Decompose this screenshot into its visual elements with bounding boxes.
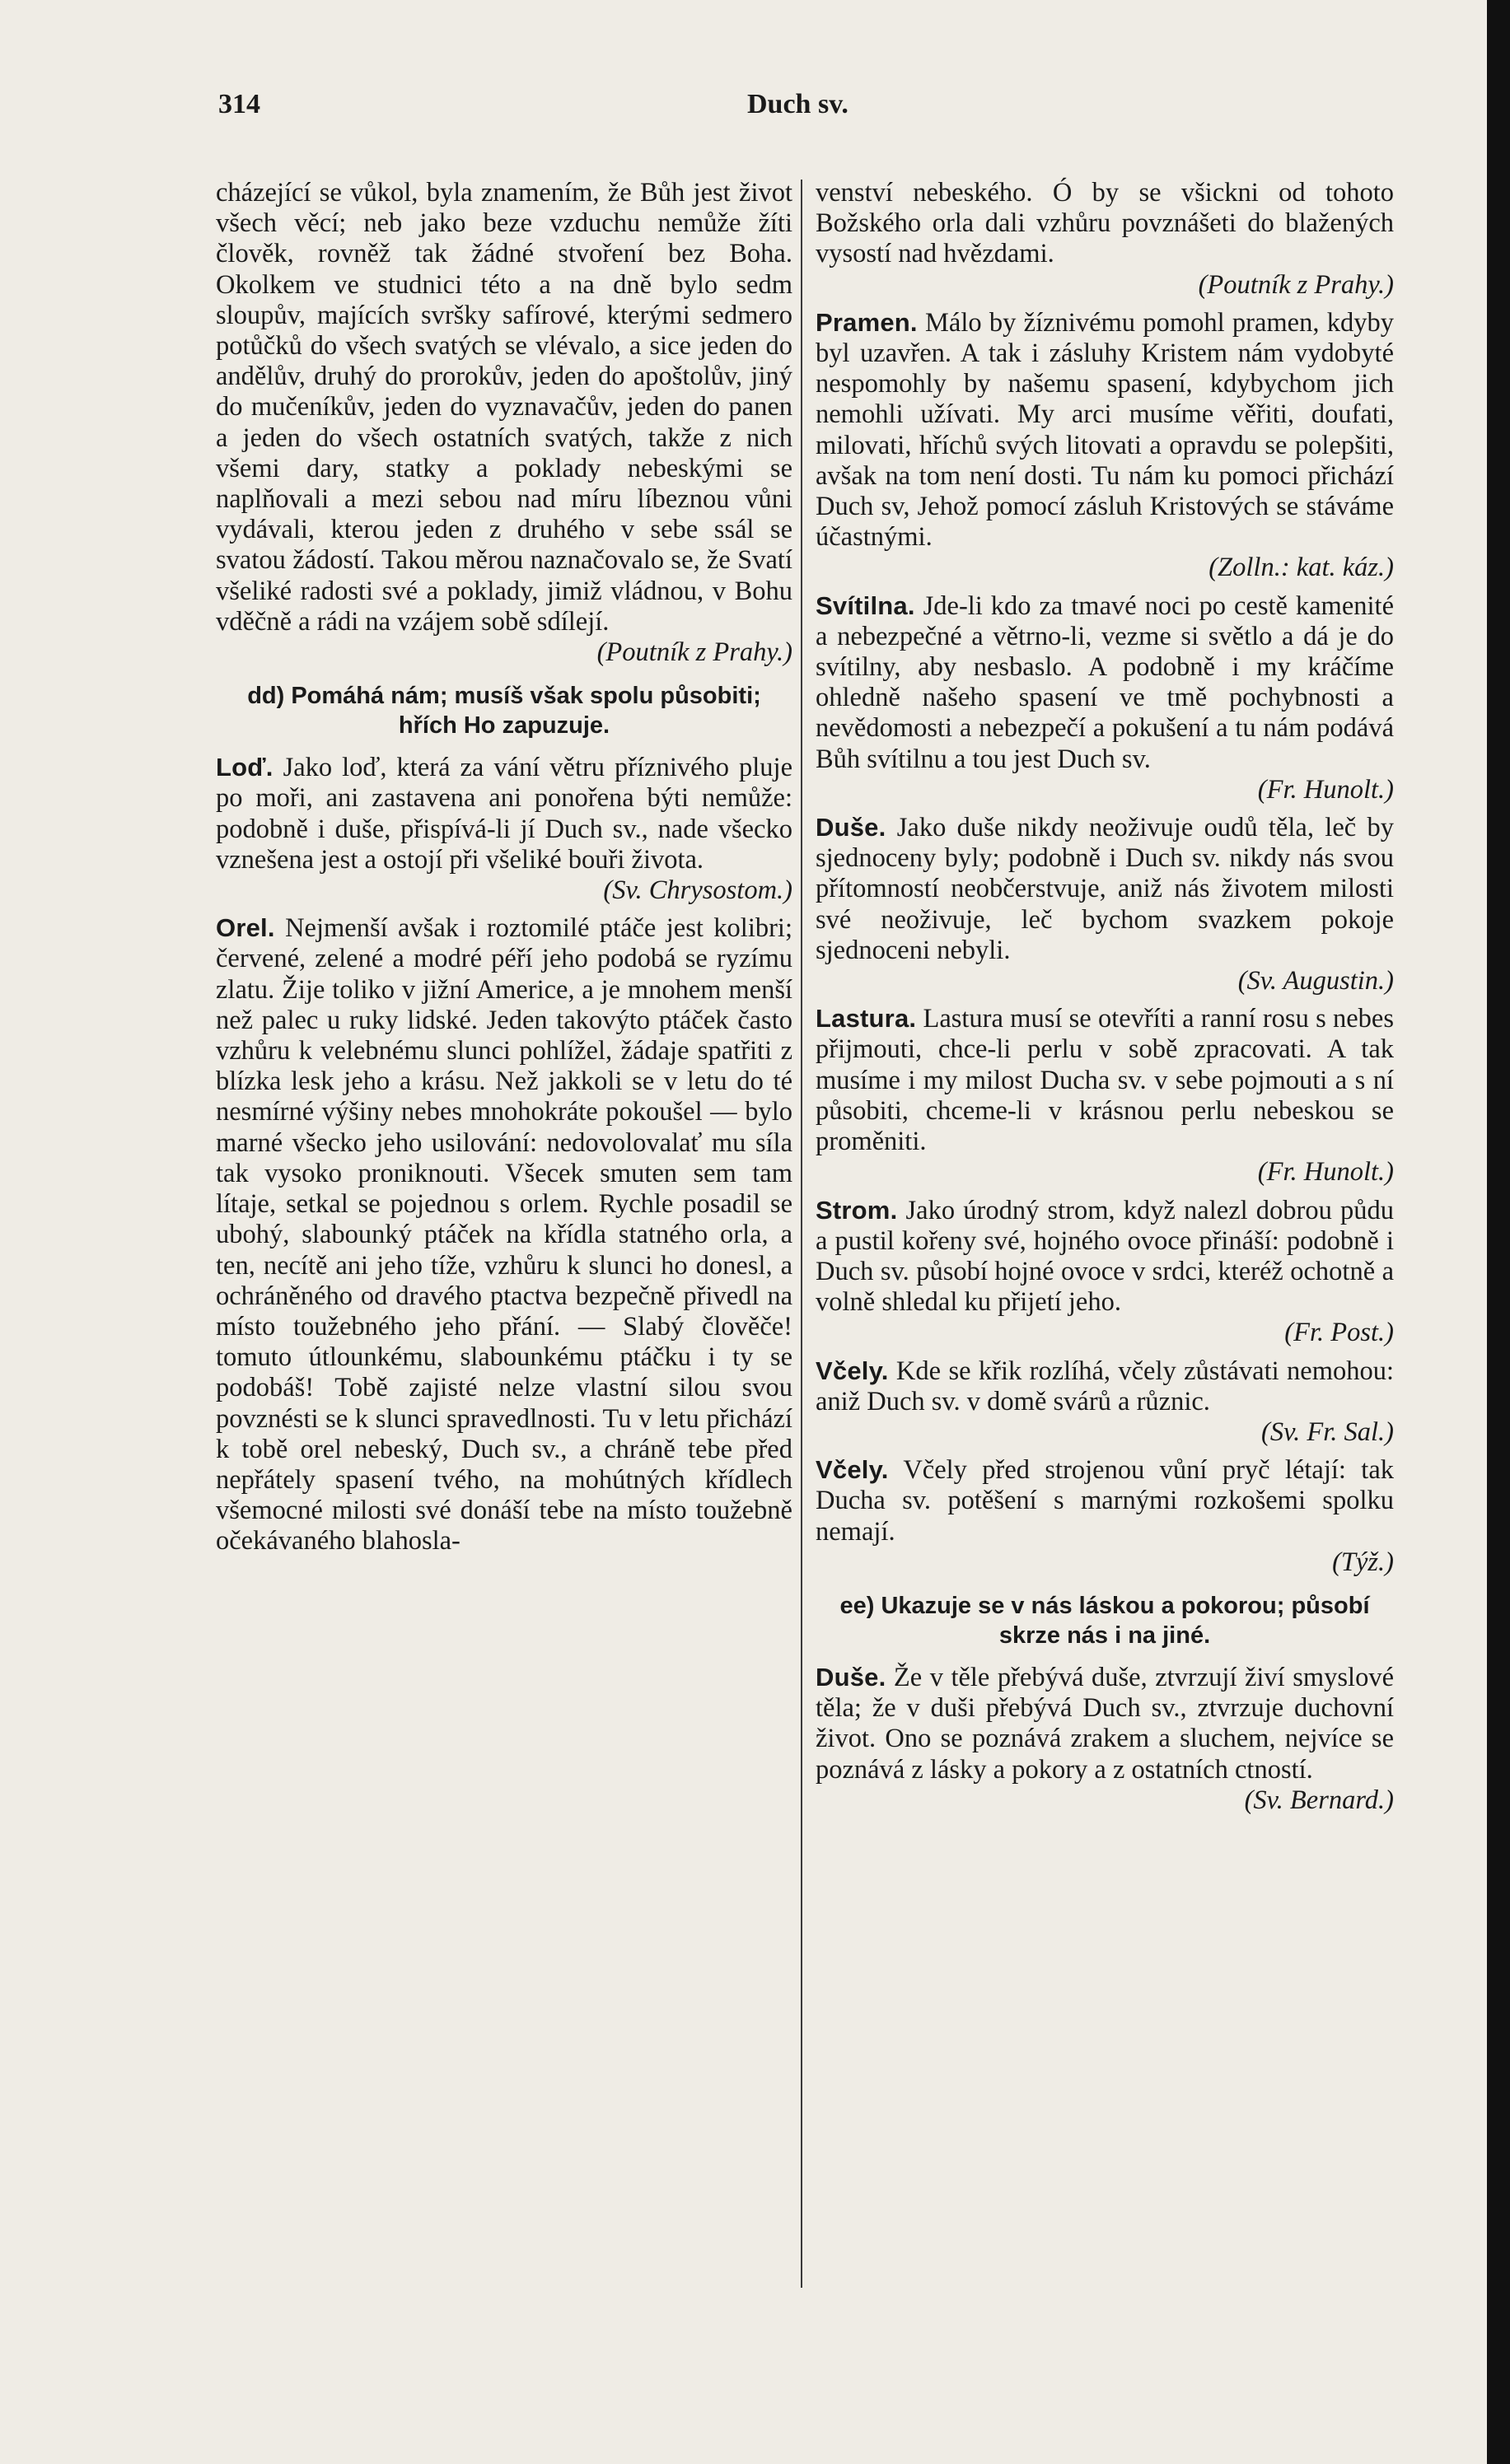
entry-keyword: Orel. <box>216 913 275 943</box>
section-heading-dd: dd) Pomáhá nám; musíš však spolu působiti; hřích Ho zapuzuje. <box>247 683 761 740</box>
entry-text: Nejmenší avšak i roztomilé ptáče jest kolibri; červené, zelené a modré péří jeho podobá se ryzímu zlatu. Žije toliko v jižní Americe, a je mnohem menší než palec u ruky lidské. Jeden takovýto ptáček často vzhůru k velebnému slunci pohlížel, žádaje spatřiti z blízka lesk jeho a krásu. Než jakkoli se v letu do té nesmírné výšiny nebes mnohokráte pokoušel — bylo marné všecko jeho usilování: nedovolovalať mu síla tak vysoko proniknouti. Všecek smuten sem tam lítaje, setkal se pojednou s orlem. Rychle posadil se ubohý, slabounký ptáček na křídla statného orla, a ten, necítě ani jeho tíže, vzhůru k slunci ho donesl, a ochráněného od dravého ptactva bezpečně přivedl na místo toužebného jeho přání. — Slabý člověče! tomuto útlounkému, slabounkému ptáčku i ty se podobáš! Tobě zajisté nelze vlastní silou svou povznésti se k slunci spravedlnosti. Tu v letu přichází k tobě orel nebeský, Duch sv., a chráně tebe před nepřátely spasení tvého, na mohútných křídlech všemocné milosti své donáší tebe na místo toužebně očekávaného blahosla- <box>216 913 792 1556</box>
entry-lod <box>216 752 792 875</box>
entry-text: Kde se křik rozlíhá, včely zůstávati nemohou: aniž Duch sv. v domě svárů a různic. <box>816 1356 1395 1416</box>
entry-text: Že v těle přebývá duše, ztvrzují živí smyslové těla; že v duši přebývá Duch sv., ztvrzuje duchovní život. Ono se poznává zrakem a sluchem, nejvíce se poznává z lásky a pokory a z ostatních ctností. <box>816 1662 1394 1785</box>
paragraph-continued: cházející se vůkol, byla znamením, že Bůh jest život všech věcí; neb jako beze vzduchu nemůže žíti člověk, rovněž tak žádné stvoření bez Boha. Okolkem ve studnici této a na dně bylo sedm sloupův, majících svršky safírové, kterými sedmero potůčků do všech svatých se vlévalo, a sice jeden do andělův, druhý do prorokův, jeden do apoštolův, jiný do mučeníkův, jeden do vyznavačův, jeden do panen a jeden do všech ostatních svatých, takže z nich všemi dary, statky a poklady nebeskými se naplňovali a mezi sebou nad míru líbeznou vůni vydávali, kterou jeden z druhého v sebe ssál se svatou žádostí. Takou měrou naznačovalo se, že Svatí všeliké radosti své a poklady, jimiž vládnou, v Bohu vděčně a rádi na vzájem sobě sdílejí. <box>216 178 792 637</box>
source-citation: (Sv. Bernard.) <box>1244 1785 1394 1815</box>
source-citation: (Poutník z Prahy.) <box>1198 269 1394 300</box>
source-citation: (Sv. Fr. Sal.) <box>1261 1416 1394 1447</box>
entry-duse-2 <box>816 1662 1394 1785</box>
entry-duse <box>816 812 1394 966</box>
entry-vcely-1 <box>816 1356 1394 1417</box>
source-citation: (Týž.) <box>1332 1547 1394 1577</box>
entry-svitilna <box>816 590 1394 775</box>
column-divider <box>801 180 802 2288</box>
entry-text: Jako duše nikdy neoživuje oudů těla, leč by sjednoceny byly; podobně i Duch sv. nikdy nás svou přítomností neobčerstvuje, aniž nás životem milosti své neoživuje, leč bychom svazkem pokoje sjednoceni nebyli. <box>816 813 1394 965</box>
entry-orel <box>216 912 792 1556</box>
source-citation: (Zolln.: kat. káz.) <box>1208 553 1394 583</box>
entry-text: Včely před strojenou vůní pryč létají: tak Ducha sv. potěšení s marnými rozkošemi spolku nemají. <box>816 1455 1394 1547</box>
scan-edge <box>1487 0 1510 2464</box>
paragraph-continued: venství nebeského. Ó by se všickni od tohoto Božského orla dali vzhůru povznášeti do blažených vysostí nad hvězdami. <box>816 178 1394 269</box>
entry-lastura <box>816 1003 1394 1157</box>
page-number: 314 <box>218 89 260 119</box>
entry-text: Jako úrodný strom, když nalezl dobrou půdu a pustil kořeny své, hojného ovoce přináší: podobně i Duch sv. působí hojné ovoce v srdci, kteréž ochotně a volně shledal ku přijetí jeho. <box>816 1195 1394 1318</box>
entry-keyword: Včely. <box>816 1356 889 1385</box>
source-citation: (Fr. Hunolt.) <box>1257 774 1394 805</box>
section-heading-ee: ee) Ukazuje se v nás láskou a pokorou; působí skrze nás i na jiné. <box>839 1592 1370 1649</box>
entry-pramen <box>816 307 1394 553</box>
entry-text: Jako loď, která za vání větru příznivého pluje po moři, ani zastavena ani ponořena býti nemůže: podobně i duše, přispívá-li jí Duch sv., nade všecko vznešena jest a ostojí při všeliké bouři života. <box>216 753 792 875</box>
entry-keyword: Lastura. <box>816 1004 917 1034</box>
source-citation: (Sv. Chrysostom.) <box>603 875 792 906</box>
source-citation: (Fr. Hunolt.) <box>1257 1157 1394 1188</box>
entry-keyword: Loď. <box>216 753 273 782</box>
page-header <box>218 89 1396 130</box>
entry-keyword: Strom. <box>816 1195 898 1225</box>
entry-text: Málo by žíznivému pomohl pramen, kdyby byl uzavřen. A tak i zásluhy Kristem nám vydobyté nespomohly by našemu spasení, kdybychom jich nemohli užívati. My arci musíme věřiti, doufati, milovati, hříchů svých litovati a opravdu se polepšiti, avšak na tom není dosti. Tu nám ku pomoci přichází Duch sv, Jehož pomocí zásluh Kristových se stáváme účastnými. <box>816 307 1395 553</box>
entry-text: Jde-li kdo za tmavé noci po cestě kamenité a nebezpečné a větrno-li, vezme si světlo a dá je do svítilny, aby nesbaslo. A podobně i my kráčíme ohledně našeho spasení ve tmě pochybnosti a nevědomosti a nebezpečí a pokušení a tu nám podává Bůh svítilnu a tou jest Duch sv. <box>816 590 1394 774</box>
entry-keyword: Duše. <box>816 813 886 842</box>
entry-keyword: Pramen. <box>816 307 918 337</box>
entry-keyword: Včely. <box>816 1455 889 1485</box>
source-citation: (Poutník z Prahy.) <box>596 637 792 668</box>
right-column <box>816 178 1394 1816</box>
source-citation: (Fr. Post.) <box>1284 1318 1394 1348</box>
left-column <box>216 178 792 1557</box>
source-citation: (Sv. Augustin.) <box>1237 966 1394 996</box>
entry-vcely-2 <box>816 1454 1394 1547</box>
running-title: Duch sv. <box>747 89 848 119</box>
entry-keyword: Duše. <box>816 1662 886 1692</box>
entry-strom <box>816 1195 1394 1318</box>
entry-text: Lastura musí se otevříti a ranní rosu s nebes přijmouti, chce-li perlu v sobě zpracovati. A tak musíme i my milost Ducha sv. v sebe pojmouti a s ní působiti, chceme-li v krásnou perlu nebeskou se proměniti. <box>816 1004 1394 1157</box>
entry-keyword: Svítilna. <box>816 590 915 620</box>
